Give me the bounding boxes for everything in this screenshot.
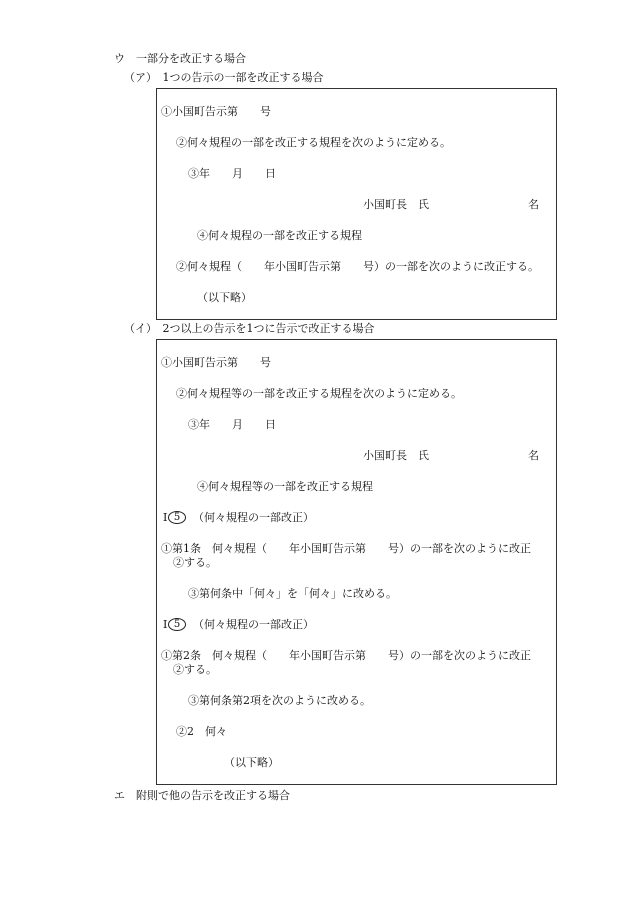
subheading-i: （イ） 2つ以上の告示を1つに告示で改正する場合 [124, 322, 375, 335]
box1-line-title: ④何々規程の一部を改正する規程 [197, 229, 362, 242]
article2-circled-number: 5 [168, 618, 186, 631]
article1-mark-prefix: I [163, 511, 168, 524]
article2-line-3: ③第何条第2項を次のように改める。 [188, 694, 371, 707]
box1-line-body: ②何々規程（ 年小国町告示第 号）の一部を次のように改正する。 [176, 260, 539, 273]
subheading-a: （ア） 1つの告示の一部を改正する場合 [124, 71, 324, 84]
article2-line-4: ②2 何々 [176, 725, 227, 738]
article2-line-2: ②する。 [173, 663, 217, 676]
article2-mark-prefix: I [163, 618, 168, 631]
article1-circled-number: 5 [168, 511, 186, 524]
box2-line-notice-number: ①小国町告示第 号 [161, 356, 271, 369]
box1-line-omitted: （以下略） [197, 291, 252, 304]
box1-line-mayor-name: 名 [528, 198, 539, 211]
article2-caption: （何々規程の一部改正） [193, 618, 314, 631]
article1-line-3: ③第何条中「何々」を「何々」に改める。 [188, 587, 397, 600]
article1-line-2: ②する。 [173, 556, 217, 569]
box1-line-enactment: ②何々規程の一部を改正する規程を次のように定める。 [176, 136, 451, 149]
article1-line-1: ①第1条 何々規程（ 年小国町告示第 号）の一部を次のように改正 [161, 542, 531, 555]
box1-line-notice-number: ①小国町告示第 号 [161, 105, 271, 118]
heading-u: ウ 一部分を改正する場合 [114, 52, 246, 65]
example-box-2 [156, 339, 557, 785]
box1-line-mayor: 小国町長 氏 [363, 198, 429, 211]
box2-line-enactment: ②何々規程等の一部を改正する規程を次のように定める。 [176, 387, 462, 400]
box2-line-mayor: 小国町長 氏 [363, 449, 429, 462]
article2-line-1: ①第2条 何々規程（ 年小国町告示第 号）の一部を次のように改正 [161, 649, 531, 662]
example-box-1 [156, 88, 557, 320]
box2-line-title: ④何々規程等の一部を改正する規程 [197, 480, 373, 493]
article1-caption: （何々規程の一部改正） [193, 511, 314, 524]
box2-line-date: ③年 月 日 [188, 418, 276, 431]
box2-line-mayor-name: 名 [528, 449, 539, 462]
box1-line-date: ③年 月 日 [188, 167, 276, 180]
article2-line-omitted: （以下略） [224, 756, 279, 769]
heading-e: エ 附則で他の告示を改正する場合 [114, 789, 290, 802]
